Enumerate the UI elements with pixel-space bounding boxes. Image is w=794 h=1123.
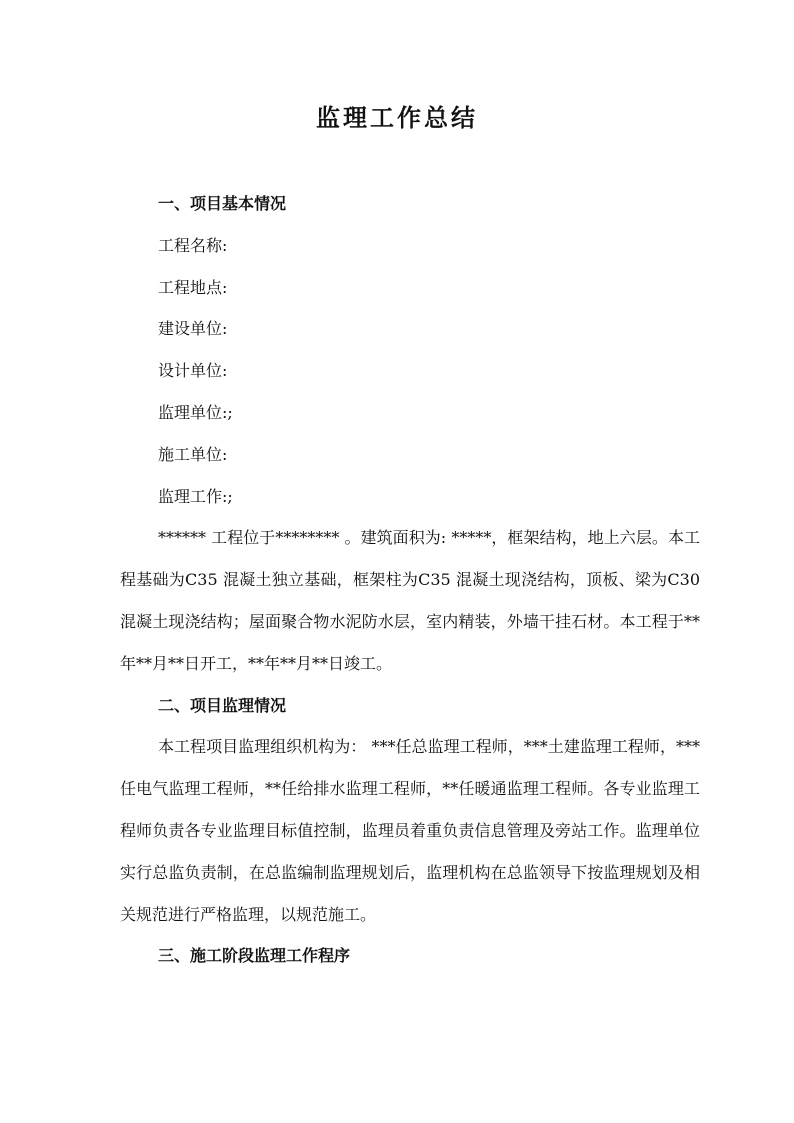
- section-heading-basic-info: 一、项目基本情况: [158, 194, 287, 213]
- field-project-name: 工程名称:: [158, 235, 228, 255]
- project-overview-paragraph: ****** 工程位于******** 。建筑面积为: *****，框架结构，地上六层。本工程基础为C35 混凝土独立基础，框架柱为C35 混凝土现浇结构，顶板、梁为C30 混凝土现浇结构；屋面聚合物水泥防水层，室内精装，外墙干挂石材。本工程于**年**月**日开工，**年**月**日竣工。: [120, 528, 700, 673]
- field-supervision-unit: 监理单位:;: [158, 402, 233, 422]
- supervision-paragraph: 本工程项目监理组织机构为： ***任总监理工程师，***土建监理工程师，***任电气监理工程师，**任给排水监理工程师，**任暖通监理工程师。各专业监理工程师负责各专业监理目标值控制，监理员着重负责信息管理及旁站工作。监理单位实行总监负责制，在总监编制监理规划后，监理机构在总监领导下按监理规划及相关规范进行严格监理，以规范施工。: [120, 737, 700, 924]
- field-project-location: 工程地点:: [158, 277, 228, 297]
- document-title: 监理工作总结: [316, 103, 478, 132]
- field-construction-unit: 建设单位:: [158, 319, 228, 339]
- field-design-unit: 设计单位:: [158, 361, 228, 381]
- section-heading-procedure: 三、施工阶段监理工作程序: [158, 946, 351, 966]
- document-body: [120, 183, 700, 977]
- field-supervision-work: 监理工作:;: [158, 486, 233, 506]
- section-heading-supervision: 二、项目监理情况: [158, 695, 287, 715]
- field-contractor-unit: 施工单位:: [158, 444, 228, 464]
